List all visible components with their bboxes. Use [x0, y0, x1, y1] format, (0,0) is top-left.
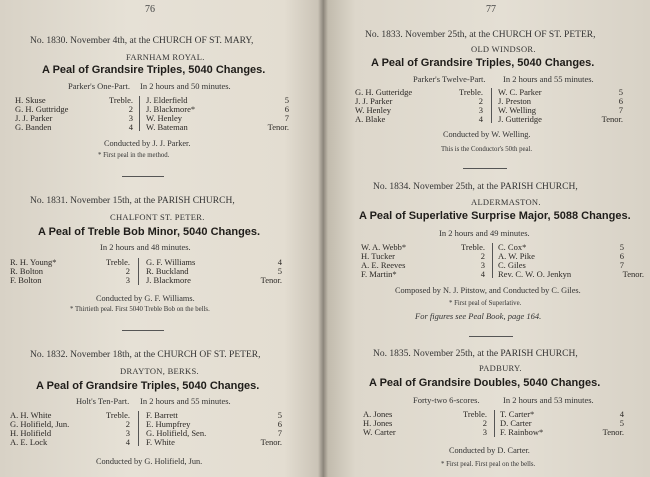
column-divider [138, 258, 139, 285]
peal-title: A Peal of Grandsire Doubles, 5040 Changes. [369, 377, 601, 389]
peal-header: No. 1834. November 25th, at the PARISH CHURCH, [373, 182, 578, 192]
peal-composition: Forty-two 6-scores. [413, 395, 480, 405]
ringers-table: A. H. White Treble. G. Holifield, Jun. 2 H. Holifield 3 A. E. Lock 4 F. Barrett 5 E. Humpfrey 6 G. Holifield, Sen. 7 F. White Tenor. [10, 410, 282, 447]
peal-conductor: Conducted by W. Welling. [443, 130, 531, 139]
peal-note: * First peal. First peal on the bells. [441, 461, 536, 468]
column-divider [492, 243, 493, 278]
peal-composition: Holt's Ten-Part. [76, 396, 130, 406]
peal-title: A Peal of Grandsire Triples, 5040 Changes. [36, 380, 260, 392]
column-divider [138, 411, 139, 446]
ringers-table: G. H. Gutteridge Treble. J. J. Parker 2 W. Henley 3 A. Blake 4 W. C. Parker 5 J. Preston 6 W. Welling 7 J. Gutteridge Tenor. [355, 87, 623, 124]
peal-header: No. 1832. November 18th, at the CHURCH OF ST. PETER, [30, 350, 261, 360]
peal-composition: Parker's One-Part. [68, 81, 130, 91]
peal-conductor: Composed by N. J. Pitstow, and Conducted by C. Giles. [395, 286, 581, 295]
peal-place: OLD WINDSOR. [471, 44, 536, 54]
section-rule [463, 168, 507, 169]
section-rule [122, 330, 164, 331]
ringers-table: H. Skuse Treble. G. H. Guttridge 2 J. J. Parker 3 G. Banden 4 J. Elderfield 5 J. Blackmore* 6 W. Henley 7 W. Bateman Tenor. [15, 95, 289, 132]
ringers-table: A. Jones Treble. H. Jones 2 W. Carter 3 T. Carter* 4 D. Carter 5 F. Rainbow* Tenor. [363, 409, 624, 437]
peal-note: * Thirtieth peal. First 5040 Treble Bob on the bells. [70, 306, 210, 313]
section-rule [122, 176, 164, 177]
peal-note: * First peal of Superlative. [449, 300, 522, 307]
peal-duration: In 2 hours and 48 minutes. [100, 242, 191, 252]
peal-header: No. 1830. November 4th, at the CHURCH OF ST. MARY, [30, 36, 254, 46]
peal-header: No. 1831. November 15th, at the PARISH CHURCH, [30, 196, 235, 206]
section-rule [469, 336, 513, 337]
peal-place: PADBURY. [479, 363, 522, 373]
peal-header: No. 1835. November 25th, at the PARISH CHURCH, [373, 349, 578, 359]
peal-duration: In 2 hours and 55 minutes. [503, 74, 594, 84]
peal-conductor: Conducted by G. Holifield, Jun. [96, 457, 203, 466]
peal-reference: For figures see Peal Book, page 164. [415, 311, 542, 321]
peal-note: This is the Conductor's 50th peal. [441, 146, 533, 153]
peal-place: FARNHAM ROYAL. [126, 52, 205, 62]
right-page [323, 0, 650, 477]
peal-title: A Peal of Superlative Surprise Major, 5088 Changes. [359, 210, 631, 222]
peal-title: A Peal of Grandsire Triples, 5040 Changes. [42, 64, 266, 76]
ringers-table: W. A. Webb* Treble. H. Tucker 2 A. E. Reeves 3 F. Martin* 4 C. Cox* 5 A. W. Pike 6 C. Giles 7 Rev. C. W. O. Jenkyn Tenor. [361, 242, 644, 279]
page-number: 76 [145, 4, 155, 15]
peal-header: No. 1833. November 25th, at the CHURCH OF ST. PETER, [365, 30, 596, 40]
ringers-table: R. H. Young* Treble. R. Bolton 2 F. Bolton 3 G. F. Williams 4 R. Buckland 5 J. Blackmore Tenor. [10, 257, 282, 285]
peal-conductor: Conducted by G. F. Williams. [96, 294, 195, 303]
peal-title: A Peal of Treble Bob Minor, 5040 Changes. [38, 226, 261, 238]
peal-title: A Peal of Grandsire Triples, 5040 Changes. [371, 57, 595, 69]
peal-place: CHALFONT ST. PETER. [110, 212, 205, 222]
peal-place: DRAYTON, BERKS. [120, 366, 199, 376]
peal-note: * First peal in the method. [98, 152, 170, 159]
peal-conductor: Conducted by J. J. Parker. [104, 139, 191, 148]
column-divider [139, 96, 140, 131]
peal-composition: Parker's Twelve-Part. [413, 74, 486, 84]
page-number: 77 [486, 4, 496, 15]
peal-conductor: Conducted by D. Carter. [449, 446, 530, 455]
peal-place: ALDERMASTON. [471, 197, 541, 207]
peal-duration: In 2 hours and 55 minutes. [140, 396, 231, 406]
book-gutter [318, 0, 328, 477]
peal-duration: In 2 hours and 53 minutes. [503, 395, 594, 405]
left-page [0, 0, 323, 477]
peal-duration: In 2 hours and 50 minutes. [140, 81, 231, 91]
column-divider [494, 410, 495, 437]
peal-duration: In 2 hours and 49 minutes. [439, 228, 530, 238]
column-divider [491, 88, 492, 123]
